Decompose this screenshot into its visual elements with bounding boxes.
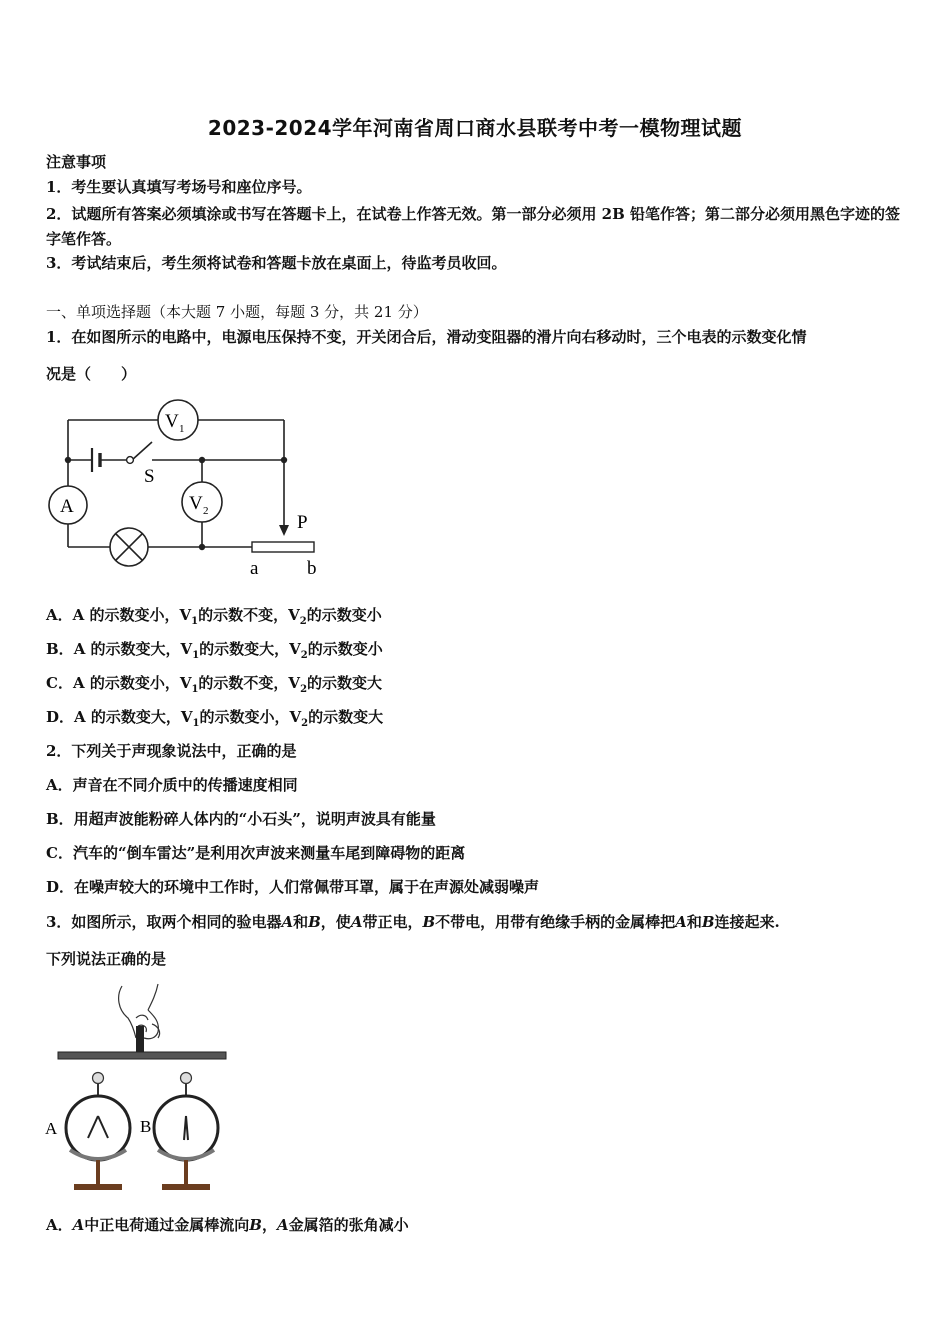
q3-option-a: A．A中正电荷通过金属棒流向B，A金属箔的张角减小 [46,1216,409,1234]
section-heading: 一、单项选择题（本大题 7 小题，每题 3 分，共 21 分） [46,303,428,321]
notice-item-1: 1．考生要认真填写考场号和座位序号。 [46,178,312,196]
notice-heading: 注意事项 [46,153,107,171]
electroscope-a-icon [66,1073,130,1191]
slider-arrow-icon [279,525,289,536]
q2-option-c: C．汽车的“倒车雷达”是利用次声波来测量车尾到障碍物的距离 [46,844,466,862]
q1-stem-line2: 况是（ ） [46,365,137,383]
ammeter-label: A [60,496,74,517]
q1-option-d: D．A 的示数变大，$V_1$的示数变小，$V_2$的示数变大 [46,708,384,729]
v1-sub: 1 [179,423,185,435]
junction-dots [65,457,287,550]
q3-stem-line2: 下列说法正确的是 [46,950,167,968]
q2-option-a: A．声音在不同介质中的传播速度相同 [46,776,298,794]
page-title: 2023-2024学年河南省周口商水县联考中考一模物理试题 [207,116,743,140]
q1-option-a: A．A 的示数变小，$V_1$的示数不变，$V_2$的示数变小 [46,606,382,627]
notice-item-2: 2．试题所有答案必须填涂或书写在答题卡上，在试卷上作答无效。第一部分必须用 2B 铅笔作答；第二部分必须用黑色字迹的签字笔作答。 [46,205,901,248]
rheostat-icon [252,542,314,552]
q2-option-b: B．用超声波能粉碎人体内的“小石头”，说明声波具有能量 [46,810,436,828]
q1-stem-line1: 1．在如图所示的电路中，电源电压保持不变，开关闭合后，滑动变阻器的滑片向右移动时，三个电表的示数变化情 [46,328,807,346]
electroscope-b-icon [154,1073,218,1191]
q2-stem: 2．下列关于声现象说法中，正确的是 [46,742,297,760]
end-a-label: a [250,558,259,579]
metal-bar [58,1052,226,1059]
q3-stem-line1: 3．如图所示，取两个相同的验电器A和B，使A带正电，B不带电，用带有绝缘手柄的金属棒把A和B连接起来. [46,913,780,931]
q1-circuit-diagram [40,390,340,585]
q1-option-c: C．A 的示数变小，$V_1$的示数不变，$V_2$的示数变大 [46,674,383,695]
switch-label: S [144,466,155,487]
v1-label: V [165,411,179,432]
q1-option-b: B．A 的示数变大，$V_1$的示数变大，$V_2$的示数变小 [46,640,383,661]
v2-sub: 2 [203,505,209,517]
v2-label: V [189,493,203,514]
switch-contact-icon [127,457,134,464]
end-b-label: b [307,558,317,579]
electroscope-a-label: A [45,1119,58,1138]
q2-option-d: D．在噪声较大的环境中工作时，人们常佩带耳罩，属于在声源处减弱噪声 [46,878,540,896]
slider-label: P [297,512,308,533]
electroscope-b-label: B [140,1117,152,1136]
q3-electroscope-diagram [40,980,240,1198]
notice-item-3: 3．考试结束后，考生须将试卷和答题卡放在桌面上，待监考员收回。 [46,254,507,272]
